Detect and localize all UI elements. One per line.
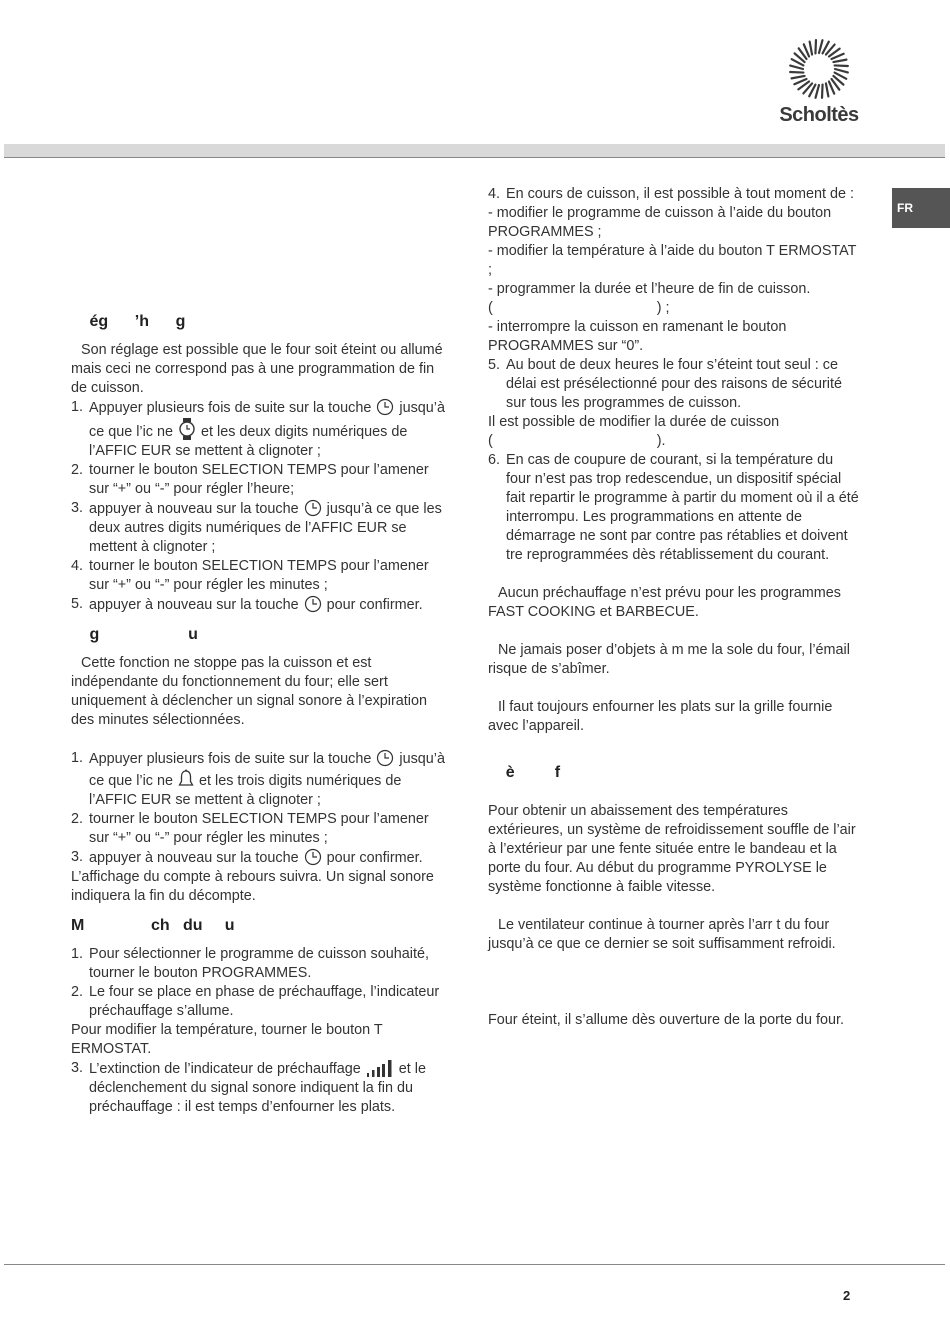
cooking-steps — [488, 185, 860, 204]
section-title-clock: ég ’h g — [85, 313, 186, 330]
watch-icon — [178, 418, 196, 440]
paragraph: - modifier le programme de cuisson à l’aide du bouton PROGRAMMES ; — [488, 205, 832, 240]
list-item: 4. tourner le bouton SELECTION TEMPS pour l’amener sur “+” ou “-” pour régler les minutes ; — [71, 558, 429, 593]
paragraph: Pour modifier la température, tourner le bouton T ERMOSTAT. — [71, 1022, 383, 1057]
list-item: 5. Au bout de deux heures le four s’éteint tout seul : ce délai est présélectionné pour des raisons de sécurité sur tous les programmes de cuisson. — [488, 357, 842, 411]
paragraph: Son réglage est possible que le four soit éteint ou allumé mais ceci ne correspond pas à une programmation de fin de cuisson. — [71, 342, 443, 396]
section-title-cooling: è f — [488, 764, 561, 781]
note-paragraph: Ne jamais poser d’objets à m me la sole du four, l’émail risque de s’abîmer. — [488, 642, 850, 677]
footer-line — [4, 1264, 945, 1265]
list-item: 1. Pour sélectionner le programme de cuisson souhaité, tourner le bouton PROGRAMMES. — [71, 946, 429, 981]
logo-ray — [826, 83, 828, 96]
clock-icon — [376, 398, 394, 416]
start-steps-cont — [71, 1059, 449, 1117]
timer-steps — [71, 749, 449, 868]
paragraph: L’affichage du compte à rebours suivra. Un signal sonore indiquera la fin du décompte. — [71, 869, 434, 904]
page-number: 2 — [843, 1288, 851, 1303]
paragraph: - modifier la température à l’aide du bouton T ERMOSTAT ; — [488, 243, 857, 278]
clock-icon — [304, 848, 322, 866]
paragraph: ( ). — [488, 433, 666, 449]
cooking-steps-cont — [488, 356, 860, 413]
note-paragraph: Aucun préchauffage n’est prévu pour les programmes FAST COOKING et BARBECUE. — [488, 585, 841, 620]
section-title-start: M ch du u — [71, 917, 235, 934]
list-item: 4. En cours de cuisson, il est possible à tout moment de : — [488, 186, 854, 202]
list-item: 5. appuyer à nouveau sur la touche pour confirmer. — [71, 596, 423, 613]
header-bar — [4, 144, 945, 158]
logo-ray — [815, 40, 816, 53]
list-item: 2. tourner le bouton SELECTION TEMPS pour l’amener sur “+” ou “-” pour régler l’heure; — [71, 462, 429, 497]
list-item: 2. Le four se place en phase de préchauffage, l’indicateur préchauffage s’allume. — [71, 984, 440, 1019]
left-column — [71, 312, 449, 1117]
clock-icon — [376, 749, 394, 767]
clock-icon — [304, 595, 322, 613]
cooking-steps-cont2 — [488, 451, 860, 565]
paragraph: Il est possible de modifier la durée de cuisson — [488, 414, 780, 430]
right-column — [488, 185, 860, 1030]
paragraph: - programmer la durée et l’heure de fin de cuisson. — [488, 281, 811, 297]
logo-ray — [790, 72, 803, 73]
logo-ray — [810, 42, 812, 55]
start-steps — [71, 945, 449, 1021]
logo-ray — [792, 76, 805, 78]
section-title-timer: g u — [85, 626, 198, 643]
clock-icon — [304, 499, 322, 517]
sun-logo-icon — [770, 36, 868, 102]
preheat-bars-icon — [366, 1059, 394, 1077]
paragraph: ( ) ; — [488, 300, 670, 316]
paragraph: Cette fonction ne stoppe pas la cuisson et est indépendante du fonctionnement du four; elle sert uniquement à déclencher un signal sonore à l’expiration des minutes sélectionnées. — [71, 655, 427, 728]
list-item: 1. Appuyer plusieurs fois de suite sur la touche jusqu’à ce que l’ic ne et les trois digits numériques de l’AFFIC EUR se mettent à clignoter ; — [71, 750, 445, 808]
brand-logo — [770, 36, 868, 136]
logo-ray — [816, 85, 819, 98]
list-item: 2. tourner le bouton SELECTION TEMPS pour l’amener sur “+” ou “-” pour régler les minutes ; — [71, 811, 429, 846]
logo-ray — [833, 60, 846, 62]
logo-ray — [822, 85, 823, 98]
language-tab: FR — [892, 188, 950, 228]
bell-icon — [178, 769, 194, 789]
note-paragraph: Le ventilateur continue à tourner après l’arr t du four jusqu’à ce que ce dernier se soit suffisamment refroidi. — [488, 917, 836, 952]
logo-ray — [790, 66, 803, 69]
clock-steps — [71, 398, 449, 615]
list-item: 3. L’extinction de l’indicateur de préchauffage et le déclenchement du signal sonore indiquent la fin du préchauffage : il est temps d’enfourner les plats. — [71, 1060, 426, 1115]
list-item: 1. Appuyer plusieurs fois de suite sur la touche jusqu’à ce que l’ic ne et les deux digits numériques de l’AFFIC EUR se mettent à clignoter ; — [71, 399, 445, 459]
brand-name: Scholtès — [779, 104, 859, 126]
paragraph: - interrompre la cuisson en ramenant le bouton PROGRAMMES sur “0”. — [488, 319, 787, 354]
list-item: 3. appuyer à nouveau sur la touche jusqu’à ce que les deux autres digits numériques de l’AFFIC EUR se mettent à clignoter ; — [71, 500, 442, 555]
paragraph: Four éteint, il s’allume dès ouverture de la porte du four. — [488, 1012, 844, 1028]
paragraph: Pour obtenir un abaissement des températures extérieures, un système de refroidissement souffle de l’air à l’extérieur par une fente située entre le bandeau et la porte du four. Au début du programme PYROLYSE le système fonctionne à faible vitesse. — [488, 803, 856, 895]
list-item: 3. appuyer à nouveau sur la touche pour confirmer. — [71, 849, 423, 866]
list-item: 6. En cas de coupure de courant, si la température du four n’est pas trop redescendue, un dispositif spécial fait repartir le programme à partir du moment où il a été interrompu. Les programmations en attente de démarrage ne sont par contre pas rétablies et doivent tre reprogrammées dès rétablissement du courant. — [488, 452, 859, 563]
logo-ray — [835, 65, 848, 66]
logo-ray — [835, 69, 848, 72]
logo-ray — [819, 40, 822, 53]
note-paragraph: Il faut toujours enfourner les plats sur la grille fournie avec l’appareil. — [488, 699, 833, 734]
